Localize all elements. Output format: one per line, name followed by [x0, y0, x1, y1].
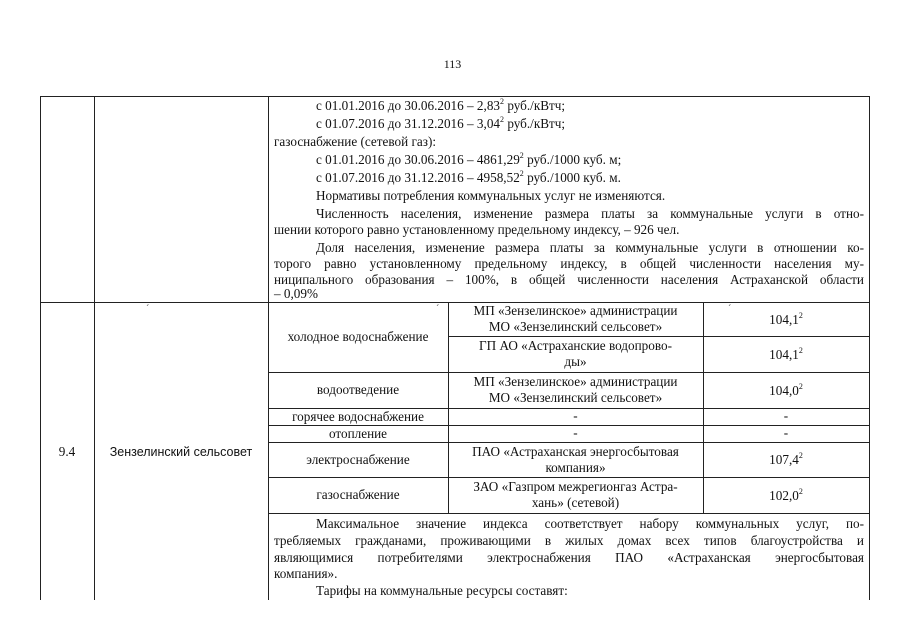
inner-row-line	[268, 513, 869, 514]
scan-mark: ´	[146, 304, 150, 315]
share-line-4: – 0,09%	[274, 286, 318, 301]
provider-gas: ЗАО «Газпром межрегионгаз Астра- хань» (сетевой)	[473, 479, 678, 510]
provider-cold-water-1: МП «Зензелинское» администрации МО «Зензелинский сельсовет»	[473, 303, 678, 334]
provider-drainage: МП «Зензелинское» администрации МО «Зензелинский сельсовет»	[473, 374, 678, 405]
service-heating: отопление	[328, 425, 388, 441]
share-line-3: ниципального образования – 100%, в общей численности населения Астраханской области	[274, 272, 864, 287]
service-gas: газоснабжение	[316, 487, 400, 502]
max-index-line-3: являющимися потребителями электроснабжения ПАО «Астраханская энергосбытовая	[274, 550, 864, 565]
inner-row-line	[448, 336, 869, 337]
provider-cold-water-2: ГП АО «Астраханские водопрово- ды»	[479, 338, 672, 369]
share-line-2: торого равно установленному предельному индексу, в общей численности населения му-	[274, 256, 864, 271]
scan-mark: ´	[436, 304, 440, 315]
service-hot-water: горячее водоснабжение	[292, 408, 424, 424]
service-electricity: электроснабжение	[306, 451, 410, 467]
section-number: 9.4	[58, 444, 76, 459]
tariffs-heading: Тарифы на коммунальные ресурсы составят:	[316, 583, 568, 598]
page-number: 113	[443, 57, 462, 71]
value-drainage: 104,0$^2$	[769, 381, 803, 398]
population-line-1: Численность населения, изменение размера платы за коммунальные услуги в отно-	[316, 206, 864, 221]
norms-text: Нормативы потребления коммунальных услуг не изменяются.	[316, 188, 666, 203]
value-gas: 102,0$^2$	[769, 486, 803, 503]
scan-mark: ´	[728, 304, 732, 315]
value-hot-water: -	[783, 408, 789, 423]
provider-hot-water: -	[573, 408, 578, 423]
col-divider-1	[94, 96, 95, 600]
max-index-line-2: требляемых гражданами, проживающими в жилых домах всех типов благоустройства и	[274, 533, 864, 548]
table-left-border	[40, 96, 41, 600]
tariff-line-el-2: с 01.07.2016 до 31.12.2016 – 3,04$^2$ руб./кВтч;	[316, 114, 566, 131]
max-index-line-1: Максимальное значение индекса соответствует набору коммунальных услуг, по-	[316, 516, 864, 531]
value-electricity: 107,4$^2$	[769, 450, 803, 467]
service-drainage: водоотведение	[316, 382, 400, 397]
tariff-line-el-1: с 01.01.2016 до 30.06.2016 – 2,83$^2$ руб./кВтч;	[316, 96, 566, 113]
tariff-line-gas-1: с 01.01.2016 до 30.06.2016 – 4861,29$^2$ руб./1000 куб. м;	[316, 150, 622, 167]
provider-heating: -	[573, 425, 578, 440]
max-index-line-4: компания».	[274, 566, 338, 581]
value-cold-water-1: 104,1$^2$	[769, 310, 803, 327]
gas-heading: газоснабжение (сетевой газ):	[274, 134, 437, 149]
share-line-1: Доля населения, изменение размера платы за коммунальные услуги в отношении ко-	[316, 240, 864, 255]
service-cold-water: холодное водоснабжение	[287, 329, 429, 344]
value-heating: -	[783, 425, 789, 440]
value-cold-water-2: 104,1$^2$	[769, 345, 803, 362]
tariff-line-gas-2: с 01.07.2016 до 31.12.2016 – 4958,52$^2$ руб./1000 куб. м.	[316, 168, 621, 185]
table-top-border	[40, 96, 870, 97]
provider-electricity: ПАО «Астраханская энергосбытовая компания»	[472, 444, 679, 475]
table-right-border	[869, 96, 870, 600]
population-line-2: шении которого равно установленному предельному индексу, – 926 чел.	[274, 222, 680, 237]
section-name: Зензелинский сельсовет	[109, 445, 253, 459]
